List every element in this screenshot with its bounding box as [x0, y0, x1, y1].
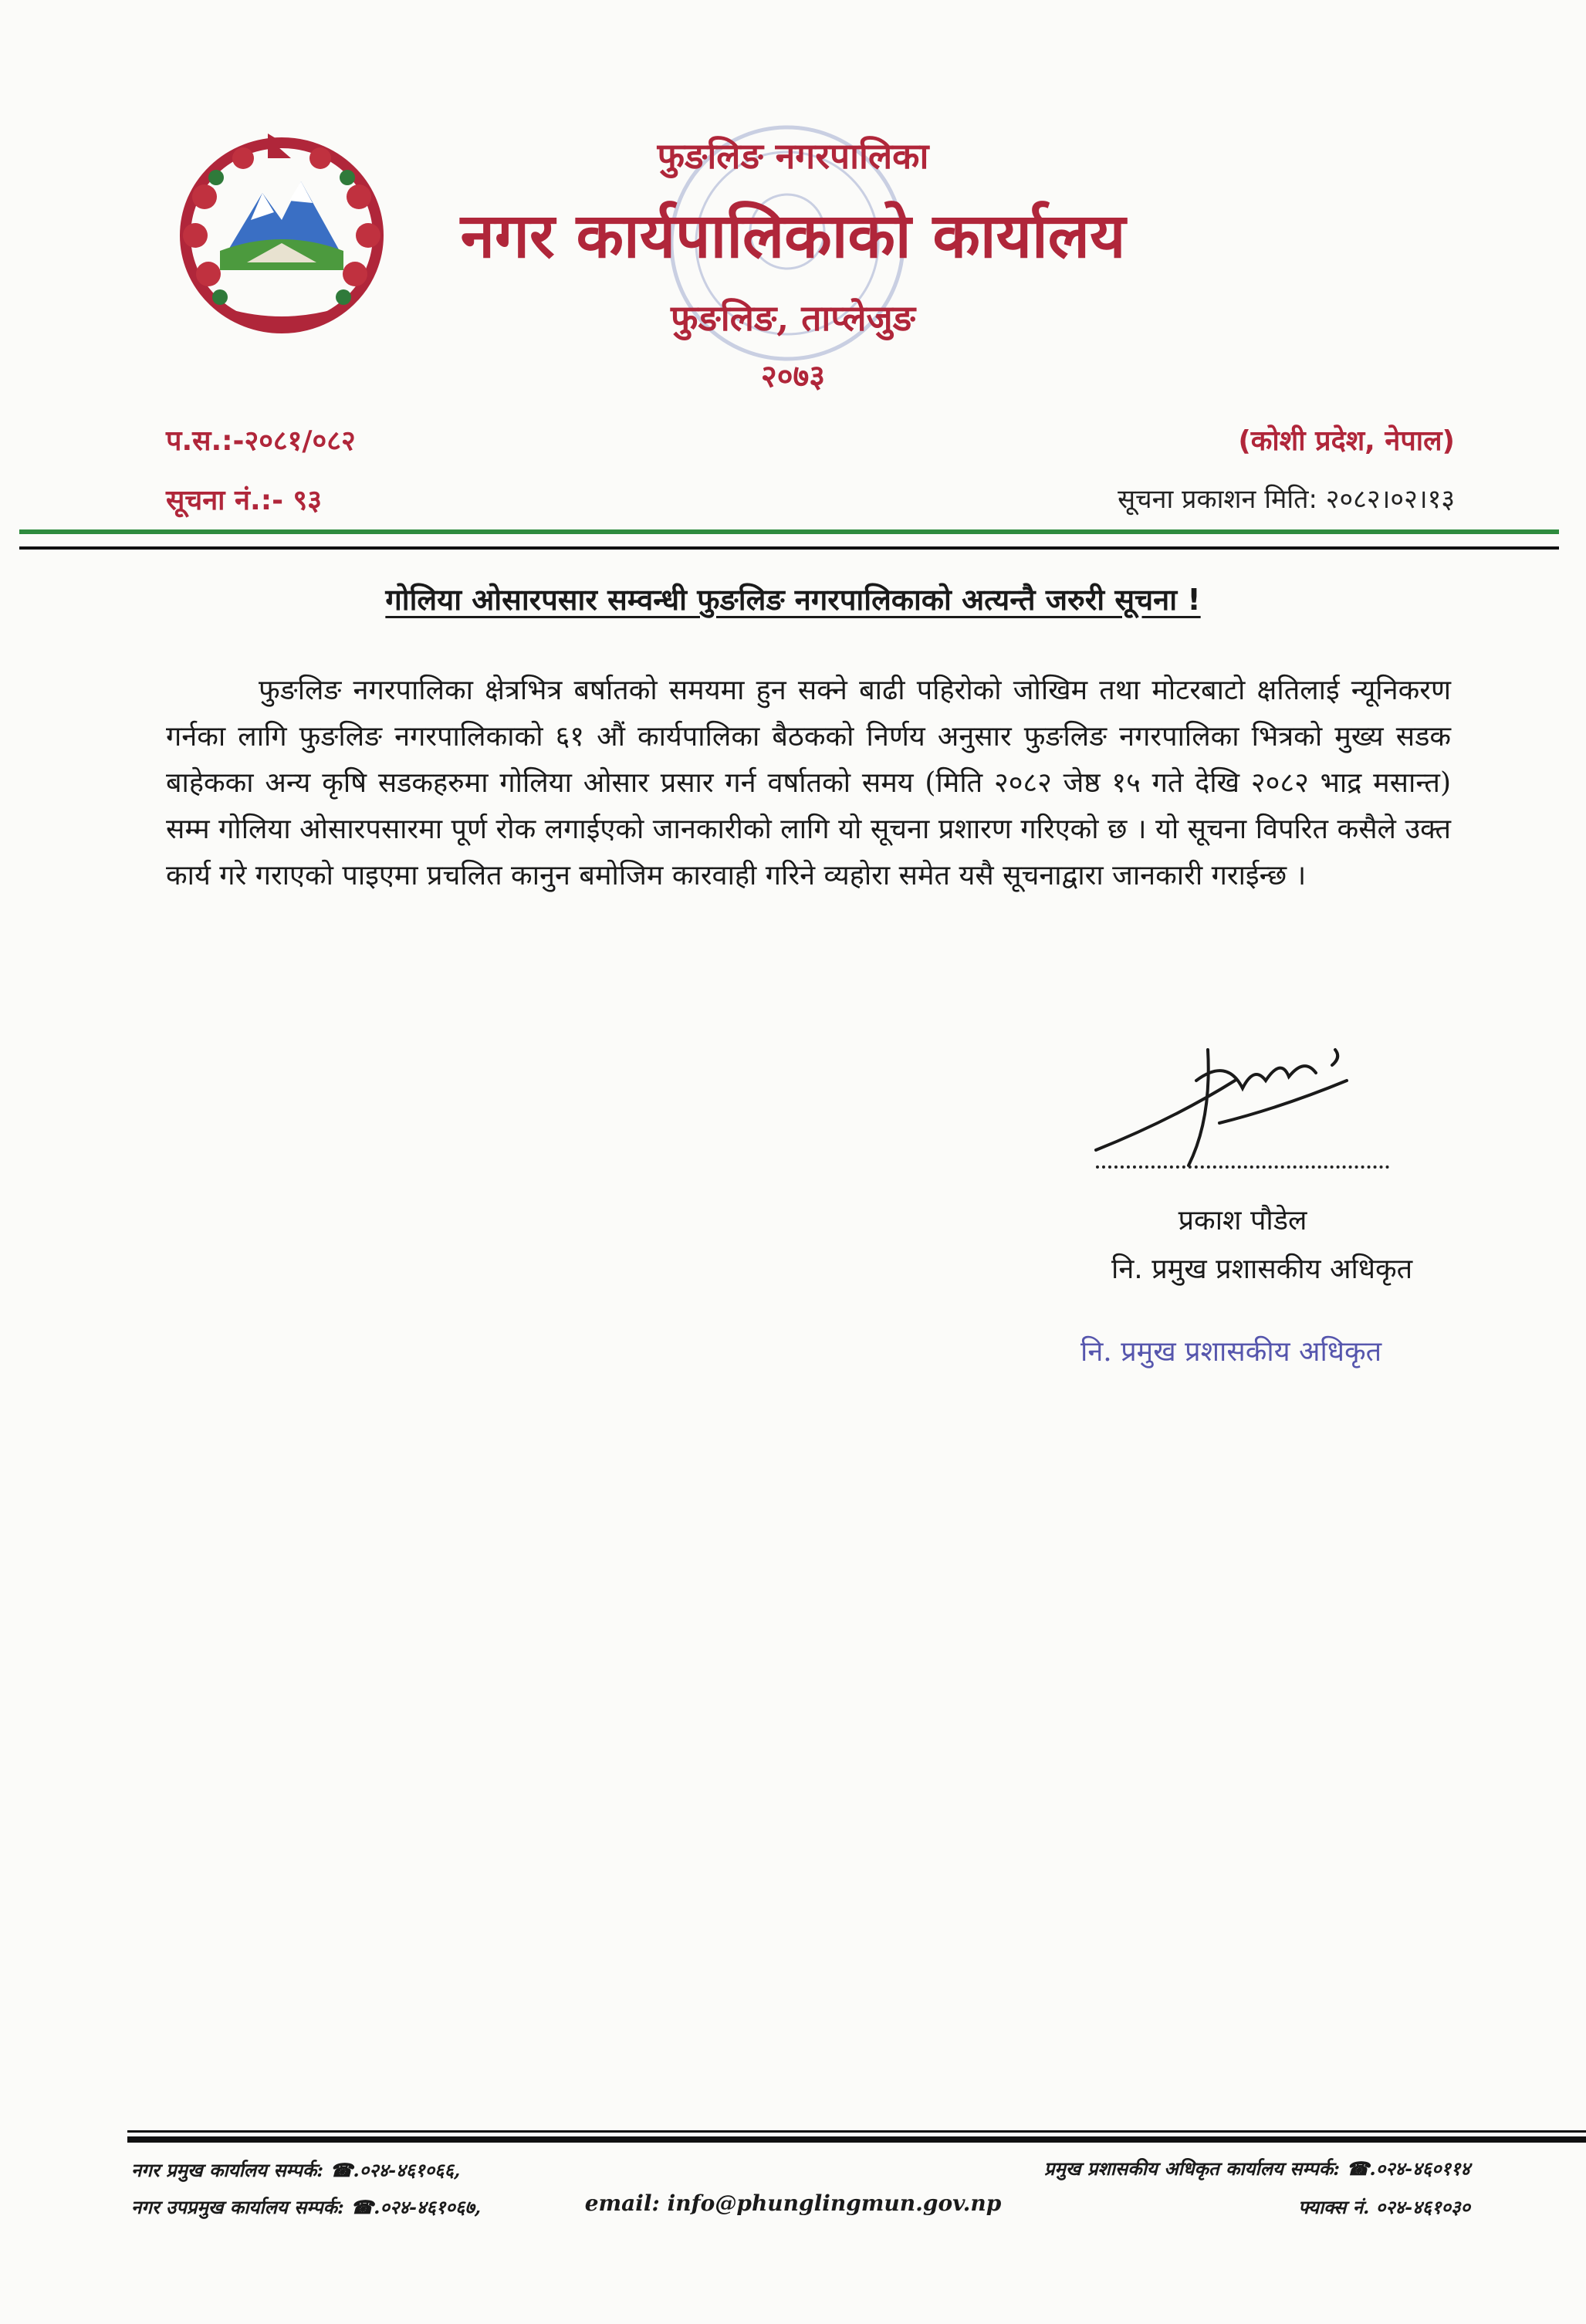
notice-body — [166, 668, 1451, 899]
footer-divider-thin — [127, 2130, 1586, 2133]
footer-cao-contact: प्रमुख प्रशासकीय अधिकृत कार्यालय सम्पर्क: ☎.०२४-४६०११४ — [1043, 2157, 1470, 2180]
footer-email-link[interactable]: email: info@phunglingmun.gov.np — [584, 2190, 1002, 2216]
handwritten-signature — [1080, 1034, 1358, 1173]
established-year: २०७३ — [760, 358, 826, 394]
header-divider-green — [19, 529, 1559, 534]
notice-body-paragraph: फुङलिङ नगरपालिका क्षेत्रभित्र बर्षातको समयमा हुन सक्ने बाढी पहिरोको जोखिम तथा मोटरबाटो क्षतिलाई न्यूनिकरण गर्नका लागि फुङलिङ नगरपालिकाको ६१ औं कार्यपालिका बैठकको निर्णय अनुसार फुङलिङ नगरपालिका भित्रको मुख्य सडक बाहेकका अन्य कृषि सडकहरुमा गोलिया ओसार प्रसार गर्न वर्षातको समय (मिति २०८२ जेष्ठ १५ गते देखि २०८२ भाद्र मसान्त) सम्म गोलिया ओसारपसारमा पूर्ण रोक लगाईएको जानकारीको लागि यो सूचना प्रशारण गरिएको छ । यो सूचना विपरित कसैले उक्त कार्य गरे गराएको पाइएमा प्रचलित कानुन बमोजिम कारवाही गरिने व्यहोरा समेत यसै सूचनाद्वारा जानकारी गराईन्छ । — [166, 675, 1451, 891]
header-divider-black — [19, 546, 1559, 550]
notice-subject — [0, 579, 1586, 619]
signature-line — [1096, 1165, 1389, 1169]
office-name: नगर कार्यपालिकाको कार्यालय — [460, 199, 1126, 272]
designation-stamp: नि. प्रमुख प्रशासकीय अधिकृत — [1080, 1336, 1382, 1368]
footer-fax: फ्याक्स नं. ०२४-४६१०३० — [1298, 2196, 1470, 2218]
footer-mayor-contact: नगर प्रमुख कार्यालय सम्पर्क: ☎.०२४-४६१०६६, — [131, 2159, 461, 2181]
signatory-name: प्रकाश पौडेल — [1178, 1205, 1307, 1236]
municipality-name: फुङलिङ नगरपालिका — [657, 135, 929, 177]
footer-divider-thick — [127, 2136, 1586, 2143]
notice-subject-text: गोलिया ओसारपसार सम्वन्धी फुङलिङ नगरपालिकाको अत्यन्तै जरुरी सूचना ! — [385, 583, 1201, 617]
office-address: फुङलिङ, ताप्लेजुङ — [671, 297, 915, 339]
province-label: (कोशी प्रदेश, नेपाल) — [1238, 425, 1455, 457]
notice-number: सूचना नं.:- ९३ — [166, 485, 323, 516]
signatory-title: नि. प्रमुख प्रशासकीय अधिकृत — [1111, 1253, 1413, 1285]
publication-date: सूचना प्रकाशन मिति: २०८२।०२।१३ — [1118, 484, 1455, 515]
reference-number: प.स.:-२०८१/०८२ — [166, 425, 356, 457]
footer-deputy-contact: नगर उपप्रमुख कार्यालय सम्पर्क: ☎.०२४-४६१०६७, — [131, 2196, 482, 2218]
